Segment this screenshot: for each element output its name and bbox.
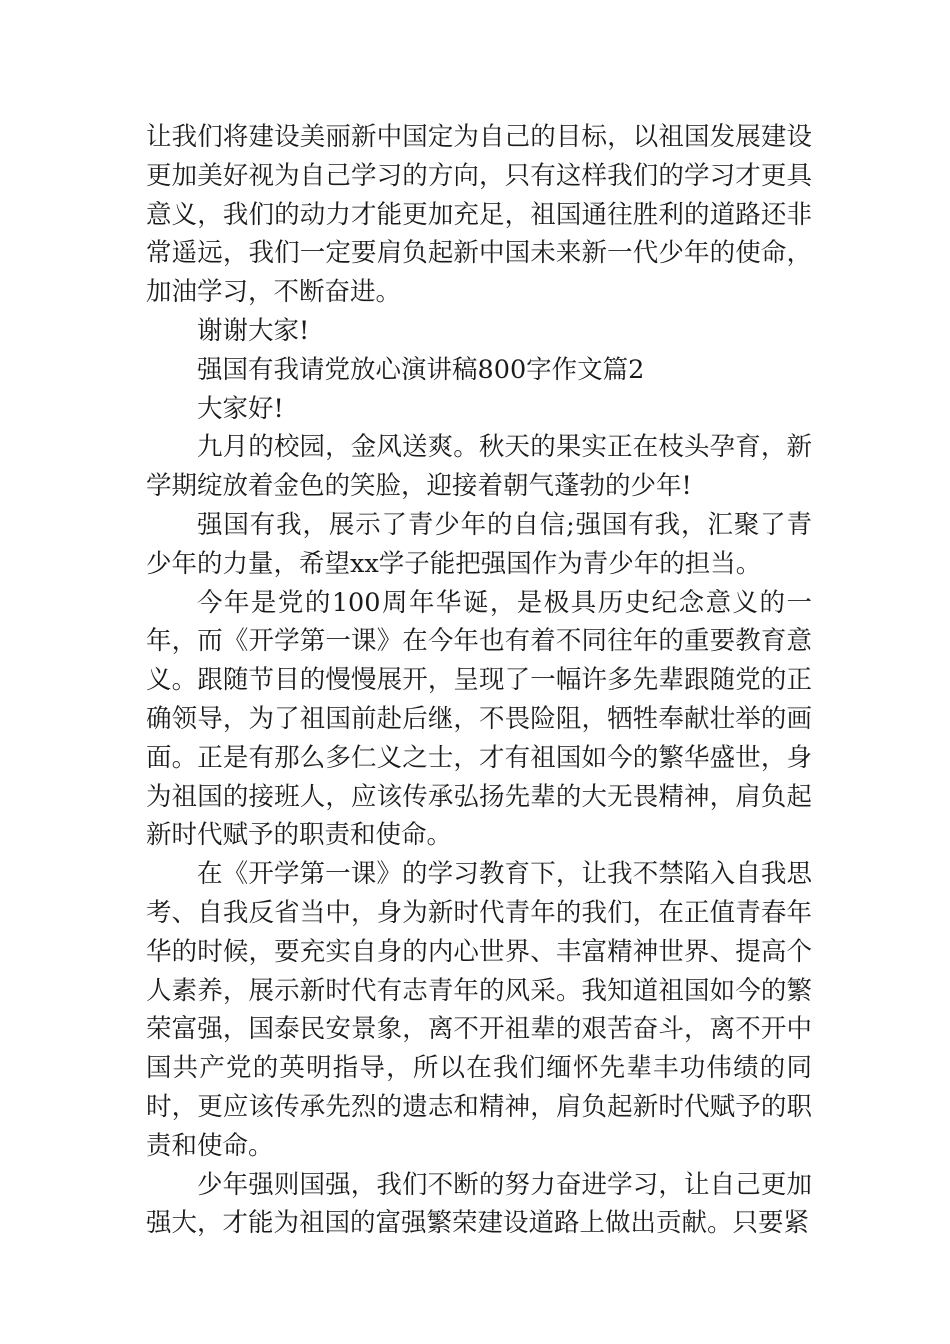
paragraph: 让我们将建设美丽新中国定为自己的目标，以祖国发展建设更加美好视为自己学习的方向，只有这样我们的学习才更具意义，我们的动力才能更加充足，祖国通往胜利的道路还非常遥远，我们一定要肩负起新中国未来新一代少年的使命，加油学习，不断奋进。 [146,122,812,308]
greeting: 大家好! [197,393,284,424]
paragraph: 今年是党的100周年华诞，是极具历史纪念意义的一年，而《开学第一课》在今年也有着不同往年的重要教育意义。跟随节目的慢慢展开，呈现了一幅许多先辈跟随党的正确领导，为了祖国前赴后继，不畏险阻，牺牲奉献壮举的画面。正是有那么多仁义之士，才有祖国如今的繁华盛世，身为祖国的接班人，应该传承弘扬先辈的大无畏精神，肩负起新时代赋予的职责和使命。 [146,587,812,851]
paragraph: 强国有我，展示了青少年的自信;强国有我，汇聚了青少年的力量，希望xx学子能把强国作为青少年的担当。 [146,509,812,579]
section-heading: 强国有我请党放心演讲稿800字作文篇2 [197,354,645,385]
paragraph: 少年强则国强，我们不断的努力奋进学习，让自己更加强大，才能为祖国的富强繁荣建设道路上做出贡献。只要紧 [146,1169,812,1239]
document-body [146,118,812,1243]
paragraph: 在《开学第一课》的学习教育下，让我不禁陷入自我思考、自我反省当中，身为新时代青年的我们，在正值青春年华的时候，要充实自身的内心世界、丰富精神世界、提高个人素养，展示新时代有志青年的风采。我知道祖国如今的繁荣富强，国泰民安景象，离不开祖辈的艰苦奋斗，离不开中国共产党的英明指导，所以在我们缅怀先辈丰功伟绩的同时，更应该传承先烈的遗志和精神，肩负起新时代赋予的职责和使命。 [146,859,812,1161]
closing-thanks: 谢谢大家! [197,315,310,346]
paragraph: 九月的校园，金风送爽。秋天的果实正在枝头孕育，新学期绽放着金色的笑脸，迎接着朝气蓬勃的少年! [146,432,812,502]
